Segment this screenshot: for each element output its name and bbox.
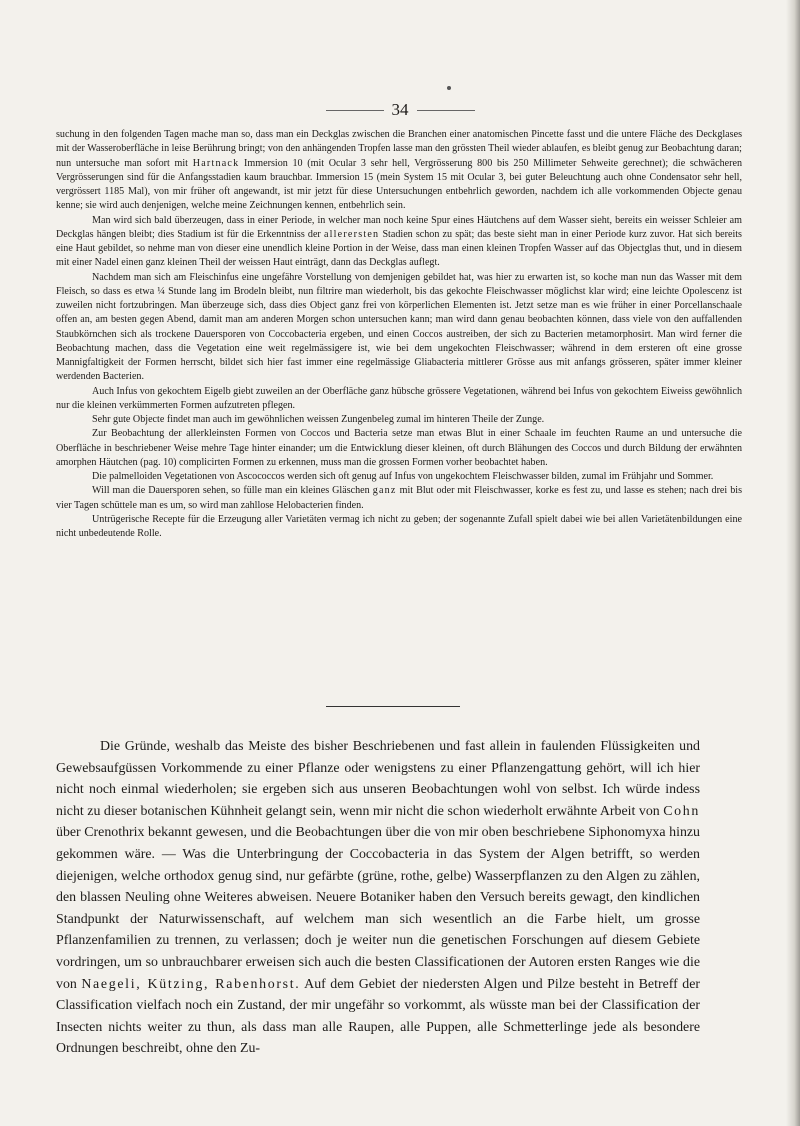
text-run: Sehr gute Objecte findet man auch im gewöhnlichen weissen Zungenbeleg zumal im hinteren Theile der Zunge. <box>92 414 545 425</box>
paragraph <box>56 271 742 385</box>
header-rule-left <box>326 110 384 111</box>
text-run: Untrügerische Recepte für die Erzeugung aller Varietäten vermag ich nicht zu geben; der sogenannte Zufall spielt dabei wie bei allen Varietätenbildungen eine nicht unbedeutende Rolle. <box>56 513 742 539</box>
text-run: mit Blut oder mit Fleischwasser, korke es fest zu, und lasse es stehen; nach drei bis vier Tagen schüttele man es um, so wird man zahllose Helobacterien finden. <box>56 485 743 511</box>
paragraph <box>56 484 742 513</box>
text-run: Auf dem Gebiet der niedersten Algen und Pilze besteht in Betreff der Classification vielfach noch ein Zustand, der mir ungefähr so vorkommt, als wüsste man bei der Classification der Insecten nichts weiter zu thun, als dass man alle Raupen, alle Puppen, alle Schmetterlinge jede als besondere Ordnungen beschreibt, ohne den Zu- <box>56 976 700 1057</box>
paragraph <box>56 470 742 484</box>
text-run: Nachdem man sich am Fleischinfus eine ungefähre Vorstellung von demjenigen gebildet hat, was hier zu erwarten ist, so koche man nun das Wasser mit dem Fleisch, so dass es etwa ¼ Stunde lang im Brodeln bleibt, nun filtrire man wiederholt, bis das gekochte Fleischwasser möglichst klar wird; eine leichte Opolescenz ist zuweilen nicht fortzubringen. Man überzeuge sich, dass dies Object ganz frei von körperlichen Elementen ist. Jetzt setze man es wie früher in einer Porcellanschaale offen an, am besten gegen Abend, damit man am anderen Morgen schon untersuchen kann; man wird dann genau beobachten können, dass viele von den auffallenden Staubkörnchen sich als trockene Dauersporen von Coccobacteria ergeben, und einen Coccos austreiben, der sich zu Bacterien metamorphosirt. Man wird ferner die Beobachtung machen, dass die Vegetation eine weit regelmässigere ist, wie bei dem ungekochten Fleischwasser; während in dem ersteren oft eine grosse Mannigfaltigkeit der Formen herrscht, bildet sich hier fast immer eine regelmässige Gliabacteria mittlerer Grösse aus mit anfangs grösseren, später immer kleiner werdenden Bacterien. <box>56 271 742 383</box>
paragraph <box>56 427 742 470</box>
text-run: über Crenothrix bekannt gewesen, und die Beobachtungen über die von mir oben beschriebene Siphonomyxa hinzu gekommen wäre. — Was die Unterbringung der Coccobacteria in das System der Algen betrifft, so werden diejenigen, welche orthodox genug sind, nur gefärbte (grüne, rothe, gelbe) Wasserpflanzen zu den Algen zu zählen, den blassen Neuling ohne Weiteres abweisen. Neuere Botaniker haben den Versuch bereits gewagt, den kindlichen Standpunkt der Naturwissenschaft, auf welchem man sich wesentlich an die Farbe hielt, um grosse Pflanzenfamilien zu trennen, zu verlassen; doch je weiter nun die genetischen Forschungen auf diesem Gebiete vordringen, um so unbrauchbarer erweisen sich auch die besten Classificationen der Autoren ersten Ranges wie die von <box>56 825 700 992</box>
page-edge-shadow <box>786 0 800 1126</box>
text-run: Man wird sich bald überzeugen, dass in einer Periode, in welcher man noch keine Spur eines Häutchens auf dem Wasser sieht, bereits ein weisser Schleier am Deckglas hängen bleibt; dies Stadium ist für die Erkenntniss der <box>56 214 742 240</box>
small-print-section <box>56 128 742 541</box>
section-divider <box>326 706 460 707</box>
spaced-emphasis: allerersten <box>323 228 380 240</box>
text-run: Immersion 10 (mit Ocular 3 sehr hell, Vergrösserung 800 bis 250 Millimeter Sehweite gerechnet); die schwächeren Vergrösserungen sind für die Anfangsstadien kaum brauchbar. Immersion 15 (mein System 15 mit Ocular 3, bei guter Beleuchtung auch ohne Condensator sehr hell, vergrössert 1185 Mal), von mir früher oft angewandt, ist mir jetzt für diese Untersuchungen entbehrlich geworden, nachdem ich alle vorkommenden Objecte genau kenne; sie wird auch denjenigen, welche meine Zeichnungen kennen, entbehrlich sein. <box>56 157 742 212</box>
ink-speck <box>447 86 451 90</box>
main-text-section <box>56 736 700 1060</box>
paragraph <box>56 413 742 427</box>
spaced-emphasis: Naegeli, Kützing, Rabenhorst. <box>81 976 301 992</box>
text-run: Die palmelloiden Vegetationen von Ascococcos werden sich oft genug auf Infus von ungekochtem Fleischwasser bilden, zumal im Frühjahr und Sommer. <box>92 471 714 482</box>
page-header <box>0 98 800 122</box>
text-run: Stadien schon zu spät; das beste sieht man in einer Periode kurz zuvor. Hat sich bereits eine Haut gebildet, so nehme man von dieser eine unendlich kleine Portion in der Weise, dass man einen kleinen Tropfen Wasser auf das Objectglas thut, und in diesem mit einer Nadel einen ganz kleinen Theil der weissen Haut einträgt, dann das Deckglas auflegt. <box>56 228 742 269</box>
text-run: Will man die Dauersporen sehen, so fülle man ein kleines Gläschen <box>92 485 373 497</box>
text-run: suchung in den folgenden Tagen mache man so, dass man ein Deckglas zwischen die Branchen einer anatomischen Pincette fasst und die untere Fläche des Deckglases mit der Wasseroberfläche in leise Berührung bringt; von den anhängenden Tropfen lasse man den grössten Theil wieder ablaufen, es bleibt genug zur Beobachtung daran; nun untersuche man sofort mit <box>56 129 742 169</box>
spaced-emphasis: ganz <box>372 485 397 497</box>
page-number: 34 <box>391 100 409 119</box>
paragraph <box>56 128 742 214</box>
paragraph <box>56 385 742 414</box>
paragraph <box>56 736 700 1060</box>
text-run: Zur Beobachtung der allerkleinsten Formen von Coccos und Bacteria setze man etwas Blut in einer Schaale im feuchten Raume an und untersuche die Oberfläche in beschriebener Weise mehre Tage hinter einander; um die Entwicklung dieser kleinen, oft durch Blähungen des Coccos und durch Bildung der erwähnten amorphen Häutchen (pag. 10) complicirten Formen zu erkennen, muss man die grossen Formen vorher beobachtet haben. <box>56 428 742 468</box>
text-run: Auch Infus von gekochtem Eigelb giebt zuweilen an der Oberfläche ganz hübsche grössere Vegetationen, während bei Infus von gekochtem Eiweiss gewöhnlich nur die kleinen verkümmerten Formen aufzutreten pflegen. <box>56 385 742 411</box>
paragraph <box>56 214 742 271</box>
header-rule-right <box>417 110 475 111</box>
paragraph <box>56 513 742 542</box>
spaced-emphasis: Hartnack <box>192 157 240 169</box>
spaced-emphasis: Cohn <box>663 803 700 819</box>
text-run: Die Gründe, weshalb das Meiste des bisher Beschriebenen und fast allein in faulenden Flüssigkeiten und Gewebsaufgüssen Vorkommende zu einer Pflanze oder wenigstens zu einer Pflanzengattung gehört, will ich hier nicht noch einmal wiederholen; sie ergeben sich aus unseren Beobachtungen wohl von selbst. Ich würde indess nicht zu dieser botanischen Kühnheit gelangt sein, wenn mir nicht die schon wiederholt erwähnte Arbeit von <box>56 739 700 819</box>
